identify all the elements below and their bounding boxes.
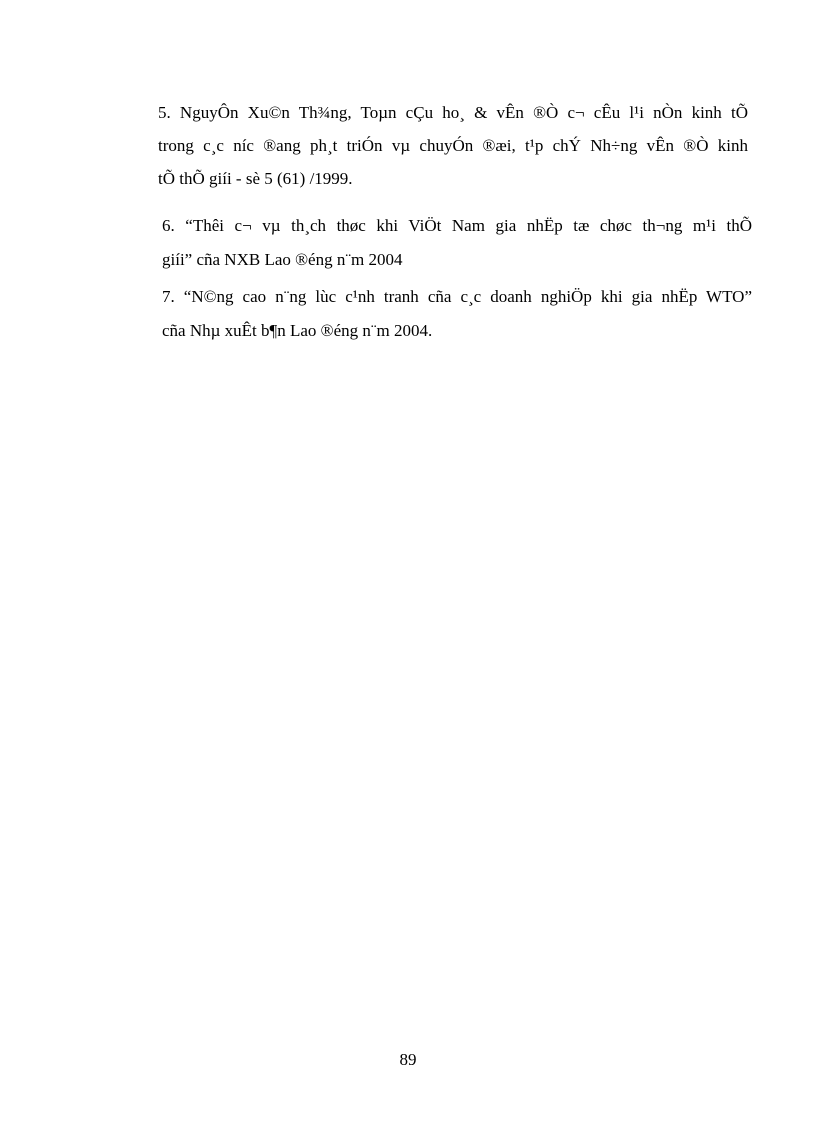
page-number: 89 <box>399 1050 417 1069</box>
reference-item-5 <box>158 96 748 195</box>
reference-line: 7. “N©ng cao n¨ng lùc c¹nh tranh cña c¸c doanh nghiÖp khi gia nhËp WTO” <box>162 287 752 306</box>
reference-line: giíi” cña NXB Lao ®éng n¨m 2004 <box>162 250 403 269</box>
reference-item-7 <box>162 280 752 348</box>
reference-line: 6. “Thêi c¬ vµ th¸ch thøc khi ViÖt Nam gia nhËp tæ chøc th¬ng m¹i thÕ <box>162 216 752 235</box>
reference-line: cña Nhµ xuÊt b¶n Lao ®éng n¨m 2004. <box>162 321 433 340</box>
reference-line: trong c¸c níc ®ang ph¸t triÓn vµ chuyÓn ®æi, t¹p chÝ Nh÷ng vÊn ®Ò kinh <box>158 136 748 155</box>
reference-line: tÕ thÕ giíi - sè 5 (61) /1999. <box>158 169 353 188</box>
reference-item-6 <box>162 209 752 277</box>
reference-line: 5. NguyÔn Xu©n Th¾ng, Toµn cÇu ho¸ & vÊn ®Ò c¬ cÊu l¹i nÒn kinh tÕ <box>158 103 748 122</box>
